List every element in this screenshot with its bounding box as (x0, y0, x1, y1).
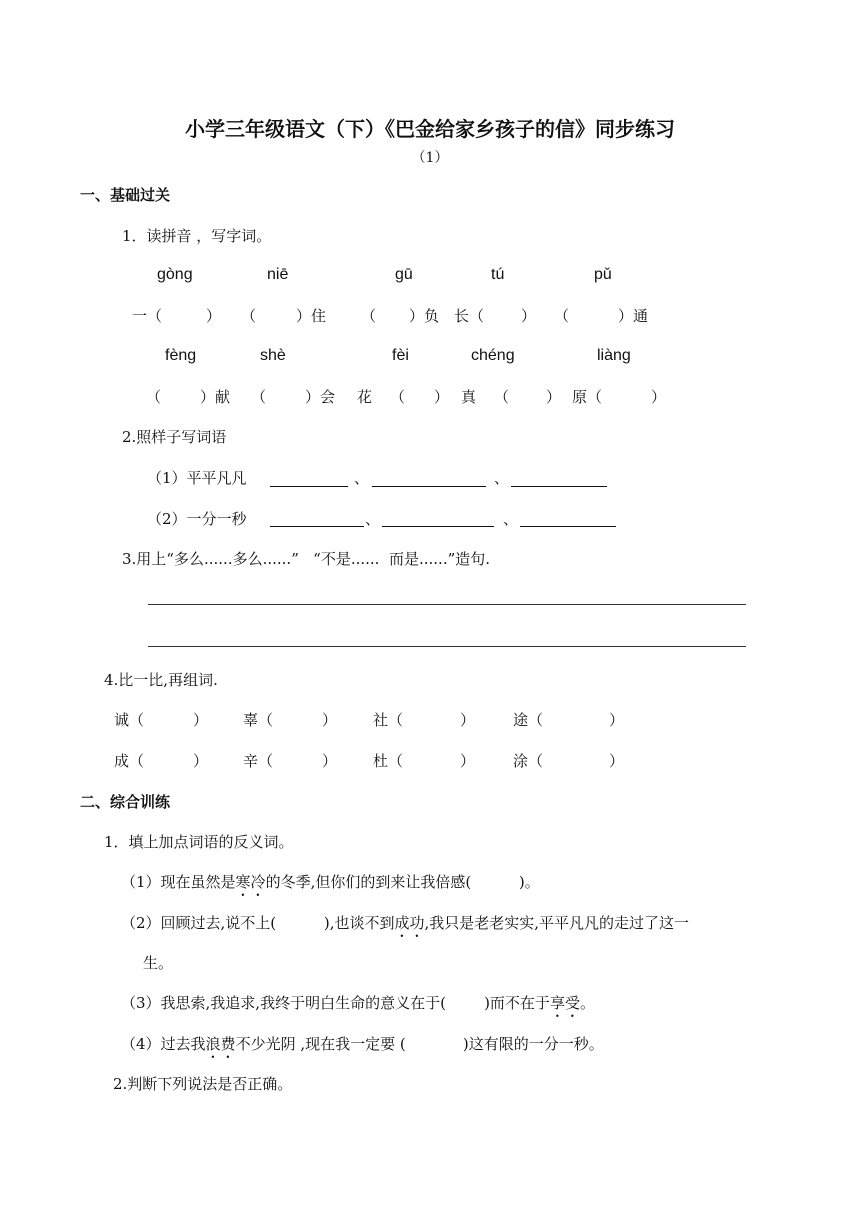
pinyin-gong: gòng (157, 266, 193, 283)
s2-question-1-label: 1．填上加点词语的反义词。 (104, 833, 294, 851)
sentence-3 (121, 993, 595, 1021)
word-row-2-item: （ (494, 388, 510, 406)
sentence-2-pre: （2）回顾过去,说不上( ),也谈不到 (121, 914, 395, 932)
answer-blank[interactable] (270, 486, 348, 487)
pinyin-pu: pǔ (594, 266, 612, 283)
compare-item: 涂（ (513, 752, 544, 770)
pinyin-gu: gū (395, 266, 413, 283)
compare-item: ） (609, 711, 625, 729)
question-2-label: 2.照样子写词语 (122, 428, 227, 446)
separator: 、 (365, 510, 381, 528)
sentence-4-pre: （4）过去我 (121, 1035, 206, 1053)
sentence-4-post: 不少光阴 ,现在我一定要 ( )这有限的一分一秒。 (235, 1035, 604, 1053)
compare-item: ） (609, 752, 625, 770)
sentence-1-post: 的冬季,但你们的到来让我倍感( )。 (265, 873, 540, 891)
question-3-label: 3.用上“多么......多么......” “不是...... 而是......”造句. (122, 550, 491, 568)
word-row-2-item: ）献 (200, 388, 231, 406)
s2-question-2-label: 2.判断下列说法是否正确。 (113, 1075, 293, 1093)
page-title: 小学三年级语文（下）《巴金给家乡孩子的信》同步练习 (185, 117, 675, 141)
pinyin-feng: fèng (165, 347, 197, 364)
compare-item: ） (193, 752, 209, 770)
sentence-2-post: ,我只是老老实实,平平凡凡的走过了这一 (424, 914, 690, 932)
sentence-3-pre: （3）我思索,我追求,我终于明白生命的意义在于( )而不在于 (121, 994, 550, 1012)
sentence-2-continued: 生。 (143, 954, 174, 972)
q2-line1-label: （1）平平凡凡 (147, 469, 247, 487)
word-row-2-item: ） (434, 388, 450, 406)
section-heading-basic: 一、基础过关 (80, 186, 171, 204)
section-heading-comprehensive: 二、综合训练 (80, 793, 171, 811)
word-row-2-item: ） (651, 388, 667, 406)
compare-item: ） (460, 752, 476, 770)
compare-item: ） (460, 711, 476, 729)
word-row-1-item: （ (241, 307, 257, 325)
compare-item: 社（ (373, 711, 404, 729)
dotted-word: 浪费 (205, 1035, 236, 1053)
compare-item: ） (322, 711, 338, 729)
word-row-2-item: 真 (461, 388, 477, 406)
word-row-1-item: ） (206, 307, 222, 325)
separator: 、 (503, 510, 519, 528)
dotted-word: 寒冷 (235, 873, 266, 891)
compare-item: 途（ (513, 711, 544, 729)
question-1-label: 1．读拼音 ，写字词。 (122, 227, 272, 245)
word-row-1-item: ）住 (296, 307, 327, 325)
answer-line[interactable] (148, 646, 746, 647)
pinyin-cheng: chéng (471, 347, 515, 364)
word-row-2-item: 原（ (572, 388, 603, 406)
compare-item: 诚（ (114, 711, 145, 729)
question-4-label: 4.比一比,再组词. (104, 671, 218, 689)
pinyin-nie: niē (267, 266, 289, 283)
dotted-word: 成功 (394, 914, 425, 932)
word-row-2-item: （ (251, 388, 267, 406)
pinyin-tu: tú (491, 266, 505, 283)
word-row-2-item: ）会 (305, 388, 336, 406)
word-row-2-item: ） (546, 388, 562, 406)
sentence-4 (121, 1034, 604, 1062)
compare-item: 杜（ (373, 752, 404, 770)
sentence-2 (121, 913, 689, 941)
compare-item: 辛（ (243, 752, 274, 770)
compare-item: ） (322, 752, 338, 770)
compare-item: 成（ (114, 752, 145, 770)
word-row-2-item: （ (390, 388, 406, 406)
word-row-2-item: 花 (357, 388, 373, 406)
answer-blank[interactable] (382, 526, 494, 527)
page-subtitle: （1） (411, 150, 449, 166)
answer-blank[interactable] (511, 486, 607, 487)
word-row-1-item: ）通 (618, 307, 649, 325)
word-row-1-item: （ (361, 307, 377, 325)
word-row-1-item: ） (521, 307, 537, 325)
word-row-1-item: 长（ (454, 307, 485, 325)
word-row-1-item: ）负 (409, 307, 440, 325)
word-row-2-item: （ (146, 388, 162, 406)
sentence-1 (121, 872, 540, 900)
dotted-word: 享受 (549, 994, 580, 1012)
separator: 、 (494, 469, 510, 487)
answer-blank[interactable] (520, 526, 616, 527)
compare-item: ） (193, 711, 209, 729)
sentence-3-post: 。 (579, 994, 595, 1012)
sentence-1-pre: （1）现在虽然是 (121, 873, 236, 891)
answer-blank[interactable] (372, 486, 486, 487)
pinyin-liang: liàng (597, 347, 631, 364)
pinyin-she: shè (260, 347, 286, 364)
word-row-1-item: （ (554, 307, 570, 325)
pinyin-fei: fèi (392, 347, 409, 364)
separator: 、 (354, 469, 370, 487)
compare-item: 辜（ (243, 711, 274, 729)
q2-line2-label: （2）一分一秒 (147, 510, 247, 528)
answer-line[interactable] (148, 604, 746, 605)
word-row-1-item: 一（ (132, 307, 163, 325)
answer-blank[interactable] (270, 526, 364, 527)
